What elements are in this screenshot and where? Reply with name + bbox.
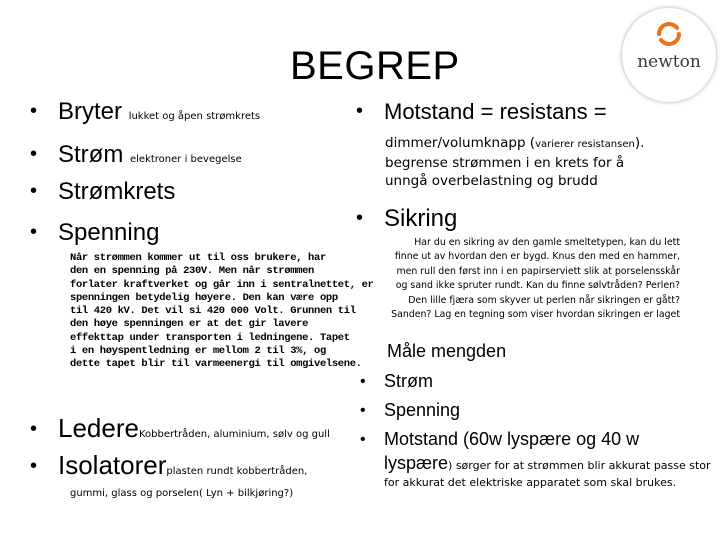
bullet-note: plasten rundt kobbertråden, [166,466,308,477]
slide-title: BEGREP [290,44,460,88]
bullet-sikring [356,207,457,231]
bullet-term: Ledere [58,413,139,443]
bullet-dot: • [30,143,38,165]
maale-heading: Måle mengden [387,341,507,361]
paragraph-line: Har du en sikring av den gamle smeltetypen, kan du lett [414,237,680,248]
bullet-dot: • [30,455,38,477]
bullet-dot: • [30,418,38,440]
bullet-strom [30,143,242,167]
bullet-motstand [356,101,607,123]
bullet-note: elektroner i bevegelse [130,154,242,165]
motstand-line: unngå overbelastning og brudd [385,173,598,189]
paragraph-line: forlater kraftverket og går inn i sentralnettet, er [70,278,374,291]
maale-item-motstand: • Motstand (60w lyspære og 40 w [360,429,640,449]
bullet-dot: • [360,373,366,390]
bullet-term: Sikring [384,205,458,232]
paragraph-line: den en spenning på 230V. Men når strømmen [70,265,314,278]
bullet-isolatorer [30,452,307,478]
paragraph-line: til 420 kV. Det vil si 420 000 Volt. Grunnen til [70,305,356,318]
motstand-text [385,134,644,190]
bullet-dot: • [360,402,366,419]
motstand-line: dimmer/volumknapp (varierer resistansen). [385,135,645,151]
maale-item-spenning: • Spenning [360,400,461,420]
bullet-term: Motstand = resistans = [384,99,607,124]
bullet-bryter [30,100,260,124]
paragraph-line: i en høyspentledning er mellom 2 til 3%, og [70,345,326,358]
paragraph-line: Sanden? Lag en tegning som viser hvordan sikringen er laget [391,309,680,321]
bullet-spenning [30,221,159,245]
bullet-ledere [30,415,330,441]
newton-swirl-icon [655,20,683,48]
bullet-term: Isolatorer [58,450,167,480]
paragraph-line: dette tapet blir til varmeenergi til omgivelsene. [70,358,362,371]
bullet-dot: • [30,180,38,202]
bullet-note: Kobbertråden, aluminium, sølv og gull [138,429,330,440]
maale-item-strom: • Strøm [360,371,433,391]
paragraph-line: effekttap under transporten i ledningene. Tapet [70,331,350,344]
isolatorer-note-cont: gummi, glass og porselen( Lyn + bilkjøring?) [70,488,294,499]
bullet-dot: • [30,221,38,243]
bullet-dot: • [356,100,364,122]
paragraph-line: spenningen betydelig høyere. Den kan være opp [70,291,338,304]
motstand-line: begrense strømmen i en krets for å [385,155,625,171]
paragraph-line: finne ut av hvordan den er bygd. Knus den med en hammer, [394,251,680,263]
paragraph-line: og sand ikke spruter rundt. Kan du finne sølvtråden? Perlen? [395,280,680,292]
bullet-term: Bryter [58,98,123,125]
newton-logo [622,8,716,102]
spenning-paragraph [70,252,374,372]
bullet-term: Strøm [58,141,124,168]
paragraph-line: Den lille fjæra som skyver ut perlen når sikringen er gått? [408,294,680,306]
bullet-term: Spenning [58,219,160,246]
maale-motstand-cont2: for akkurat det elektriske apparatet som skal brukes. [384,476,677,489]
logo-wordmark: newton [637,52,701,72]
bullet-dot: • [360,431,366,448]
bullet-note: lukket og åpen strømkrets [128,111,261,122]
sikring-paragraph [391,236,680,322]
paragraph-line: den høye spenningen er at det gir lavere [70,318,309,331]
paragraph-line: men rull den først inn i en papirserviett slik at porselensskår [396,265,680,277]
bullet-stromkrets [30,180,175,204]
bullet-dot: • [30,100,38,122]
bullet-term: Strømkrets [58,178,176,205]
bullet-dot: • [356,207,364,229]
paragraph-line: Når strømmen kommer ut til oss brukere, har [70,252,326,264]
maale-motstand-cont: lyspære) sørger for at strømmen blir akkurat passe stor [384,453,711,473]
